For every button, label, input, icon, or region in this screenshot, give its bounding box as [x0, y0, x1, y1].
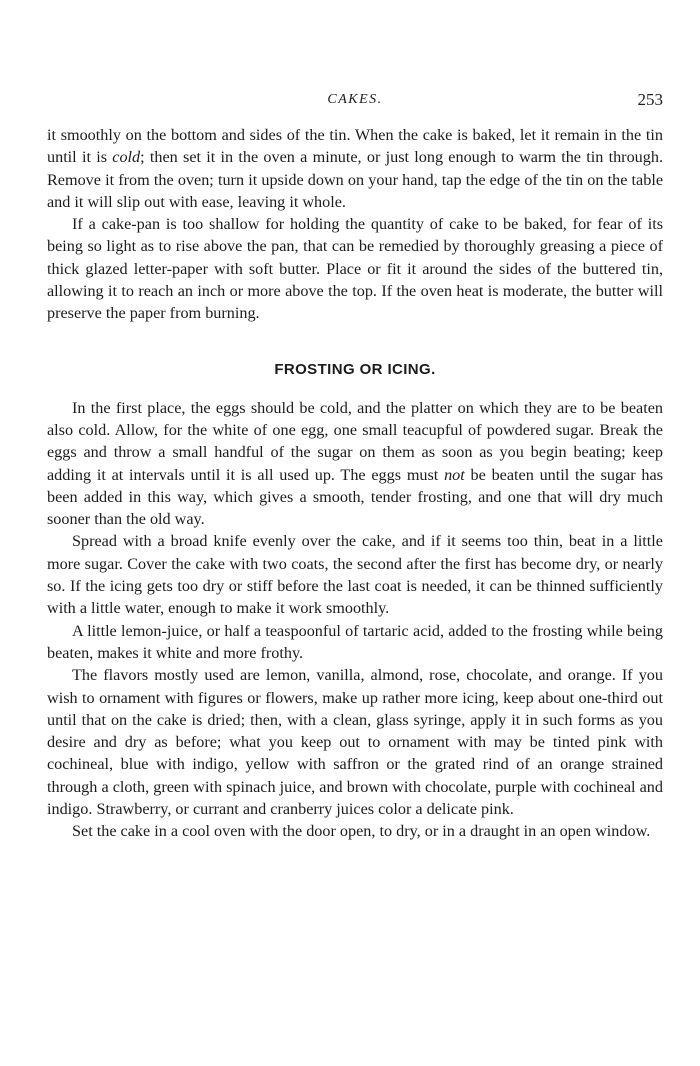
running-head — [47, 90, 663, 112]
paragraphs-before-heading — [47, 124, 663, 325]
text-run: Spread with a broad knife evenly over the cake, and if it seems too thin, beat in a little more sugar. Cover the cake with two coats, the second after the first has become dry, or nearly so. If the icing gets too dry or stiff before the last coat is needed, it can be thinned sufficiently with a little water, enough to make it work smoothly. — [47, 532, 663, 618]
text-run: In the first place, the eggs should be cold, and the platter on which they are to be beaten also cold. Allow, for the white of one egg, one small teacupful of powdered sugar. Break the eggs and throw a small handful of the sugar on them as soon as you begin beating; keep adding it at intervals until it is all used up. The eggs must — [47, 398, 663, 484]
book-page — [47, 0, 663, 1066]
text-run: Set the cake in a cool oven with the door open, to dry, or in a draught in an open window. — [72, 822, 651, 841]
paragraph — [47, 213, 663, 324]
text-run: A little lemon-juice, or half a teaspoonful of tartaric acid, added to the frosting while being beaten, makes it white and more frothy. — [47, 621, 663, 662]
italic-text: cold — [112, 148, 141, 167]
italic-text: not — [444, 465, 465, 484]
paragraph — [47, 397, 663, 531]
section-heading: FROSTING OR ICING. — [274, 360, 436, 378]
body-text — [47, 124, 663, 843]
paragraph — [47, 820, 663, 842]
text-run: If a cake-pan is too shallow for holding the quantity of cake to be baked, for fear of its being so light as to rise above the pan, that can be remedied by thoroughly greasing a piece of thick glazed letter-paper with soft butter. Place or fit it around the sides of the buttered tin, allowing it to reach an inch or more above the top. If the oven heat is moderate, the butter will preserve the paper from burning. — [47, 215, 663, 323]
text-run: ; then set it in the oven a minute, or just long enough to warm the tin through. Remove it from the oven; turn it upside down on your hand, tap the edge of the tin on the table and it will slip out with ease, leaving it whole. — [47, 148, 663, 211]
paragraph — [47, 124, 663, 213]
text-run: it smoothly on the bottom and sides of the tin. When the cake is baked, let it remain in the tin until it is — [47, 126, 663, 167]
page-number: 253 — [637, 90, 663, 109]
paragraph — [47, 530, 663, 619]
paragraph — [47, 620, 663, 665]
text-run: be beaten until the sugar has been added in this way, which gives a smooth, tender frosting, and one that will dry much sooner than the old way. — [47, 465, 663, 529]
paragraphs-after-heading — [47, 397, 663, 843]
paragraph — [47, 664, 663, 820]
text-run: The flavors mostly used are lemon, vanilla, almond, rose, chocolate, and orange. If you wish to ornament with figures or flowers, make up rather more icing, keep about one-third out until that on the cake is dried; then, with a clean, glass syringe, apply it in such forms as you desire and dry as before; what you keep out to ornament with may be tinted pink with cochineal, blue with indigo, yellow with saffron or the grated rind of an orange strained through a cloth, green with spinach juice, and brown with chocolate, purple with cochineal and indigo. Strawberry, or currant and cranberry juices color a delicate pink. — [47, 666, 663, 819]
running-title: CAKES. — [327, 92, 383, 107]
